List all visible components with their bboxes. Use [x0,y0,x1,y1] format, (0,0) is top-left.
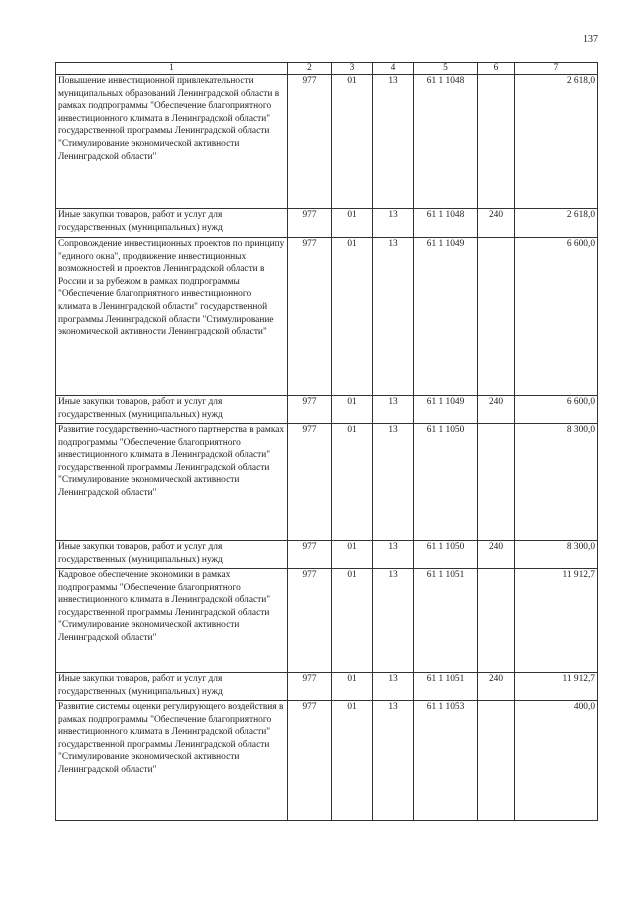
expense-type-code [478,424,515,541]
target-article-code: 61 1 1051 [414,673,478,701]
subsection-code: 13 [373,238,414,396]
column-number-3: 3 [332,63,373,75]
subsection-code: 13 [373,424,414,541]
table-row [56,541,598,569]
section-code: 01 [332,701,373,821]
ministry-code: 977 [288,209,332,238]
amount: 2 618,0 [515,209,598,238]
row-description: Иные закупки товаров, работ и услуг для государственных (муниципальных) нужд [56,396,288,424]
amount: 11 912,7 [515,569,598,673]
section-code: 01 [332,75,373,209]
section-code: 01 [332,424,373,541]
ministry-code: 977 [288,701,332,821]
amount: 6 600,0 [515,396,598,424]
section-code: 01 [332,673,373,701]
ministry-code: 977 [288,75,332,209]
target-article-code: 61 1 1051 [414,569,478,673]
row-description: Сопровождение инвестиционных проектов по принципу "единого окна", продвижение инвестиционных возможностей и проектов Ленинградской области в России и за рубежом в рамках подпрограммы "Обеспечение благоприятного инвестиционного климата в Ленинградской области" государственной программы Ленинградской области "Стимулирование экономической активности Ленинградской области" [56,238,288,396]
target-article-code: 61 1 1050 [414,424,478,541]
table-row [56,701,598,821]
expense-type-code: 240 [478,396,515,424]
ministry-code: 977 [288,396,332,424]
subsection-code: 13 [373,673,414,701]
section-code: 01 [332,209,373,238]
expense-type-code [478,238,515,396]
row-description: Иные закупки товаров, работ и услуг для государственных (муниципальных) нужд [56,209,288,238]
column-number-1: 1 [56,63,288,75]
table-row [56,396,598,424]
row-description: Иные закупки товаров, работ и услуг для государственных (муниципальных) нужд [56,673,288,701]
subsection-code: 13 [373,209,414,238]
page-number: 137 [583,34,598,45]
expense-type-code [478,75,515,209]
amount: 2 618,0 [515,75,598,209]
subsection-code: 13 [373,701,414,821]
amount: 400,0 [515,701,598,821]
column-number-6: 6 [478,63,515,75]
row-description: Повышение инвестиционной привлекательности муниципальных образований Ленинградской области в рамках подпрограммы "Обеспечение благоприятного инвестиционного климата в Ленинградской области" государственной программы Ленинградской области "Стимулирование экономической активности Ленинградской области" [56,75,288,209]
amount: 8 300,0 [515,541,598,569]
subsection-code: 13 [373,396,414,424]
column-number-2: 2 [288,63,332,75]
section-code: 01 [332,238,373,396]
column-number-5: 5 [414,63,478,75]
row-description: Кадровое обеспечение экономики в рамках подпрограммы "Обеспечение благоприятного инвестиционного климата в Ленинградской области" государственной программы Ленинградской области "Стимулирование экономической активности Ленинградской области" [56,569,288,673]
table-row [56,424,598,541]
section-code: 01 [332,396,373,424]
table-row [56,75,598,209]
subsection-code: 13 [373,75,414,209]
target-article-code: 61 1 1049 [414,238,478,396]
target-article-code: 61 1 1050 [414,541,478,569]
row-description: Иные закупки товаров, работ и услуг для государственных (муниципальных) нужд [56,541,288,569]
expense-type-code [478,701,515,821]
target-article-code: 61 1 1053 [414,701,478,821]
amount: 8 300,0 [515,424,598,541]
subsection-code: 13 [373,569,414,673]
amount: 6 600,0 [515,238,598,396]
target-article-code: 61 1 1049 [414,396,478,424]
ministry-code: 977 [288,238,332,396]
section-code: 01 [332,569,373,673]
expense-type-code: 240 [478,541,515,569]
table-row [56,569,598,673]
expense-type-code [478,569,515,673]
target-article-code: 61 1 1048 [414,209,478,238]
table-row [56,238,598,396]
expense-type-code: 240 [478,673,515,701]
table-row [56,209,598,238]
row-description: Развитие государственно-частного партнерства в рамках подпрограммы "Обеспечение благоприятного инвестиционного климата в Ленинградской области" государственной программы Ленинградской области "Стимулирование экономической активности Ленинградской области" [56,424,288,541]
ministry-code: 977 [288,569,332,673]
section-code: 01 [332,541,373,569]
subsection-code: 13 [373,541,414,569]
column-number-4: 4 [373,63,414,75]
table-row [56,673,598,701]
target-article-code: 61 1 1048 [414,75,478,209]
budget-table [55,62,598,821]
ministry-code: 977 [288,424,332,541]
column-number-row [56,63,598,75]
ministry-code: 977 [288,541,332,569]
column-number-7: 7 [515,63,598,75]
ministry-code: 977 [288,673,332,701]
row-description: Развитие системы оценки регулирующего воздействия в рамках подпрограммы "Обеспечение благоприятного инвестиционного климата в Ленинградской области" государственной программы Ленинградской области "Стимулирование экономической активности Ленинградской области" [56,701,288,821]
expense-type-code: 240 [478,209,515,238]
amount: 11 912,7 [515,673,598,701]
